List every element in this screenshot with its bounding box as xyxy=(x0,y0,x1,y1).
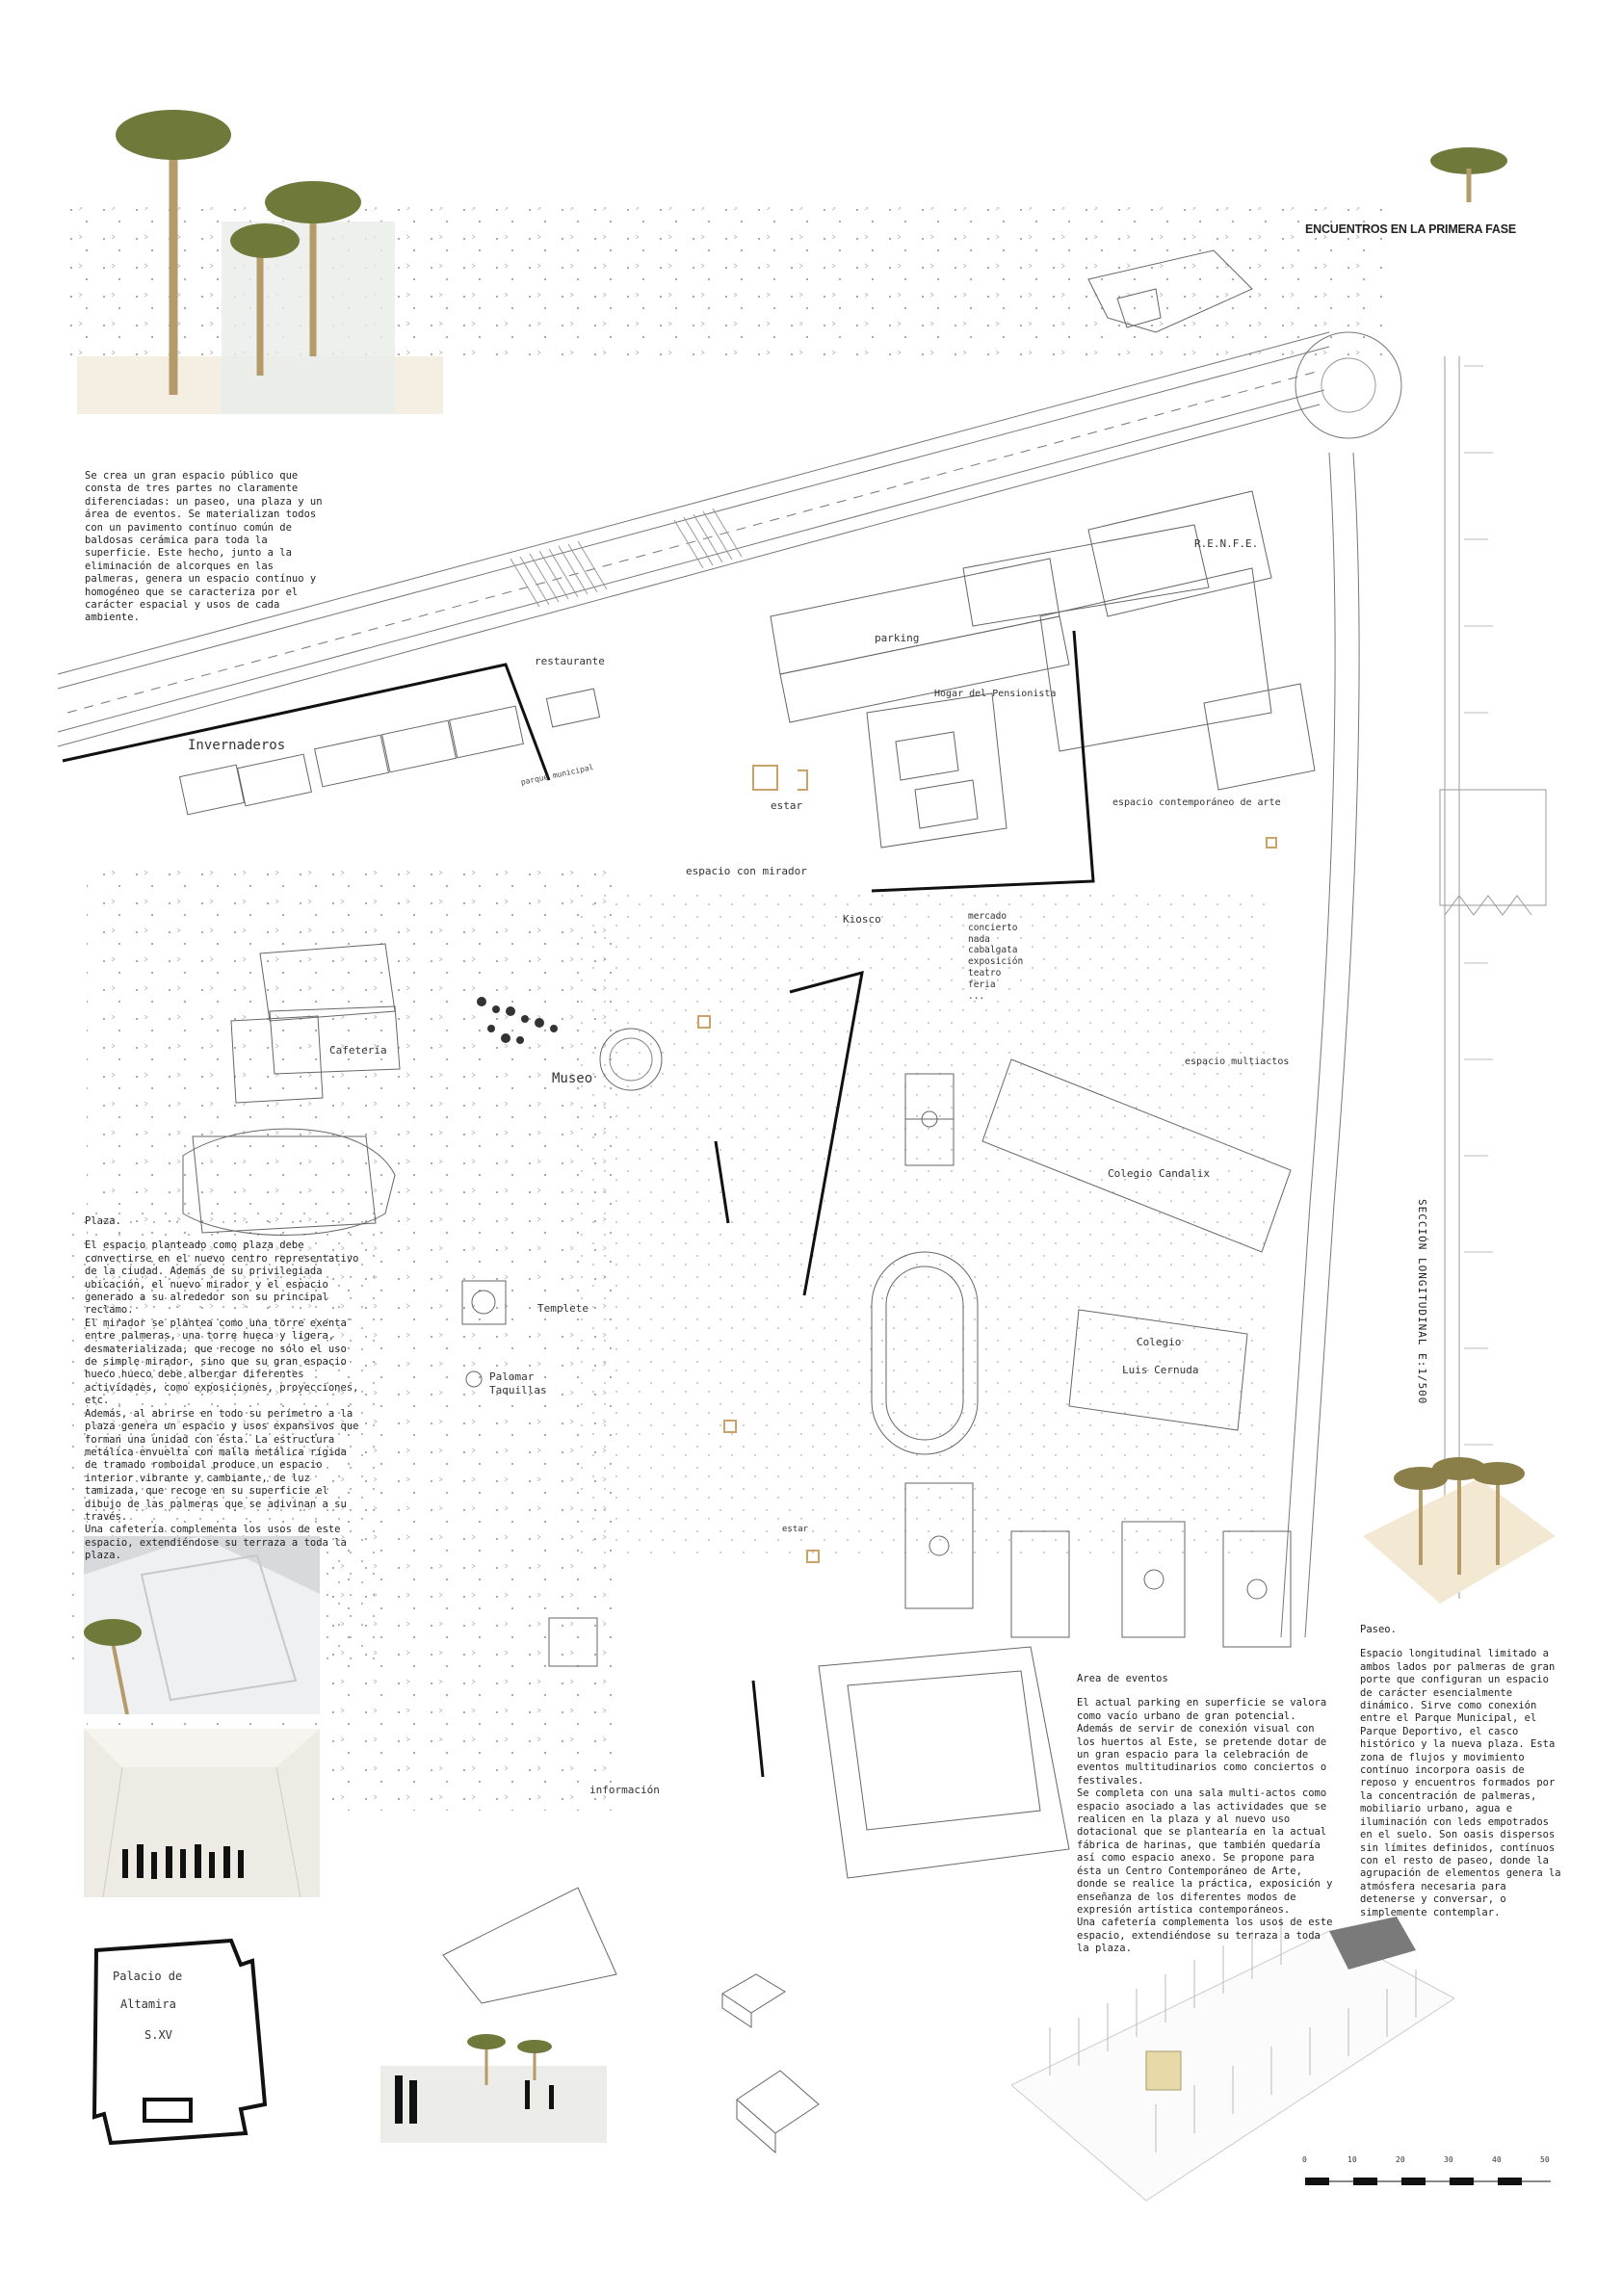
eventos-text-block xyxy=(1077,1673,1335,1956)
label-palacio-1: Palacio de xyxy=(113,1970,183,1983)
label-taquillas: Taquillas xyxy=(489,1384,547,1396)
label-espacio-mirador: espacio con mirador xyxy=(686,865,807,877)
plaza-paragraph: Además, al abrirse en todo su perímetro a la plaza genera un espacio y usos expansivos que forman una unidad con ésta. La estructura metálica envuelta con malla metálica rígida de tramado romboidal produce un espacio interior vibrante y cambiante, de luz tamizada, que recoge en su superficie el dibujo de las palmeras que se adivinan a su través. xyxy=(85,1407,359,1523)
activity-item: exposición xyxy=(968,956,1024,968)
label-palomar: Palomar xyxy=(489,1370,535,1383)
label-colegio-cernuda-2: Luis Cernuda xyxy=(1122,1364,1199,1376)
activity-item: teatro xyxy=(968,967,1002,978)
plaza-paragraph: El mirador se plantea como una torre exenta entre palmeras, una torre hueca y ligera, desmaterializada, que recoge no sólo el uso de simple mirador, sino que su gran espacio hueco hueco debe albergar diferentes actividades, como exposiciones, proyecciones, etc. xyxy=(85,1317,359,1407)
label-palacio-3: S.XV xyxy=(144,2028,172,2042)
plaza-text-block xyxy=(85,1215,364,1563)
paseo-text-block xyxy=(1360,1624,1562,1919)
eventos-paragraph: El actual parking en superficie se valora como vacío urbano de gran potencial. Además de servir de conexión visual con los huertos al Este, se pretende dotar de un gran espacio para la celebración de eventos multitudinarios como conciertos o festivales. xyxy=(1077,1697,1327,1787)
label-restaurante: restaurante xyxy=(535,655,605,667)
paseo-title: Paseo. xyxy=(1360,1624,1397,1635)
scale-tick: 50 xyxy=(1540,2155,1550,2164)
label-hogar: Hogar del Pensionista xyxy=(934,689,1057,699)
plaza-title: Plaza. xyxy=(85,1215,121,1227)
axonometric-small-2 xyxy=(727,2061,824,2157)
activity-item: mercado xyxy=(968,911,1007,922)
eventos-paragraph: Se completa con una sala multi-actos como espacio asociado a las actividades que se realicen en la plaza y al nuevo uso dotacional que se plantearía en la actual fábrica de harinas, que también quedaría así como espacio anexo. Se propone para ésta un Centro Contemporáneo de Arte, donde se realice la práctica, exposición y enseñanza de los diferentes modos de expresión artística contemporáneos. xyxy=(1077,1787,1333,1916)
label-parque-municipal: parque municipal xyxy=(519,763,595,787)
render-mirador-interior xyxy=(84,1729,320,1897)
scale-ticks xyxy=(1302,2155,1553,2169)
label-colegio-cernuda-1: Colegio xyxy=(1137,1336,1182,1348)
axonometric-small-1 xyxy=(713,1965,790,2032)
label-palacio-2: Altamira xyxy=(120,1997,176,2011)
label-templete: Templete xyxy=(537,1302,589,1315)
label-cafeteria: Cafetería xyxy=(329,1044,387,1057)
section-label: SECCIÓN LONGITUDINAL E:1/500 xyxy=(1416,1199,1428,1405)
render-mirador-up xyxy=(84,1536,320,1714)
label-kiosco: Kiosco xyxy=(843,913,881,926)
plaza-paragraph: El espacio planteado como plaza debe convertirse en el nuevo centro representativo de la ciudad. Además de su privilegiada ubicación, el nuevo mirador y el espacio generado a su alrededor son su principal reclamo. xyxy=(85,1239,359,1317)
activity-item: cabalgata xyxy=(968,945,1018,956)
scale-tick: 20 xyxy=(1396,2155,1405,2164)
scale-tick: 0 xyxy=(1302,2155,1307,2164)
activity-item: feria xyxy=(968,978,996,990)
render-plaza-people xyxy=(380,2027,607,2143)
label-espacio-arte: espacio contemporáneo de arte xyxy=(1112,797,1281,808)
activity-item: ... xyxy=(968,990,985,1002)
longitudinal-section xyxy=(1440,356,1546,1599)
label-informacion: información xyxy=(589,1784,660,1796)
label-estar-top: estar xyxy=(771,799,803,812)
render-palms-top xyxy=(77,67,443,414)
render-oasis xyxy=(1363,1440,1556,1604)
event-area-block xyxy=(819,1647,1069,1878)
dot-field-sports xyxy=(578,886,1271,1560)
plaza-paragraph: Una cafetería complementa los usos de este espacio, extendiéndose su terraza a toda la plaza. xyxy=(85,1524,347,1562)
activity-item: concierto xyxy=(968,922,1018,933)
hogar-building xyxy=(867,693,1007,848)
paseo-paragraph: Espacio longitudinal limitado a ambos lados por palmeras de gran porte que configuran un espacio de carácter esencialmente dinámico. Sirve como conexión entre el Parque Municipal, el Parque Deportivo, el casco histórico y la nueva plaza. Esta zona de flujos y movimiento contínuo incorpora oasis de reposo y encuentros formados por la concentración de palmeras, mobiliario urbano, agua e iluminación con leds empotrados en el suelo. Son oasis dispersos sin límites definidos, contínuos con el resto de paseo, donde la agrupación de elementos genera la atmósfera necesaria para detenerse y conversar, o simplemente contemplar. xyxy=(1360,1648,1561,1918)
scale-tick: 30 xyxy=(1444,2155,1453,2164)
label-espacio-multiactos: espacio multiactos xyxy=(1185,1057,1290,1067)
scale-tick: 40 xyxy=(1492,2155,1502,2164)
intro-text: Se crea un gran espacio público que consta de tres partes no claramente diferenciadas: un paseo, una plaza y un área de eventos. Se materializan todos con un pavimento contínuo común de baldosas cerámica para toda la superficie. Este hecho, junto a la eliminación de alcorques en las palmeras, genera un espacio contínuo y homogéneo que se caracteriza por el carácter espacial y usos de cada ambiente. xyxy=(85,470,323,624)
label-invernaderos: Invernaderos xyxy=(188,738,286,753)
label-colegio-candalix: Colegio Candalix xyxy=(1108,1167,1210,1180)
label-parking: parking xyxy=(875,632,920,644)
activity-item: nada xyxy=(968,933,990,945)
scale-tick: 10 xyxy=(1347,2155,1357,2164)
label-museo: Museo xyxy=(552,1071,593,1086)
eventos-paragraph: Una cafetería complementa los usos de este espacio, extendiéndose su terraza a toda la plaza. xyxy=(1077,1917,1333,1955)
phase-title: ENCUENTROS EN LA PRIMERA FASE xyxy=(1305,222,1516,236)
activities-list xyxy=(968,911,1023,1002)
label-estar-bottom: estar xyxy=(782,1525,809,1534)
render-palm-small xyxy=(1426,130,1512,207)
renfe-building xyxy=(963,491,1315,790)
label-renfe: R.E.N.F.E. xyxy=(1194,537,1259,550)
eventos-title: Area de eventos xyxy=(1077,1673,1168,1684)
